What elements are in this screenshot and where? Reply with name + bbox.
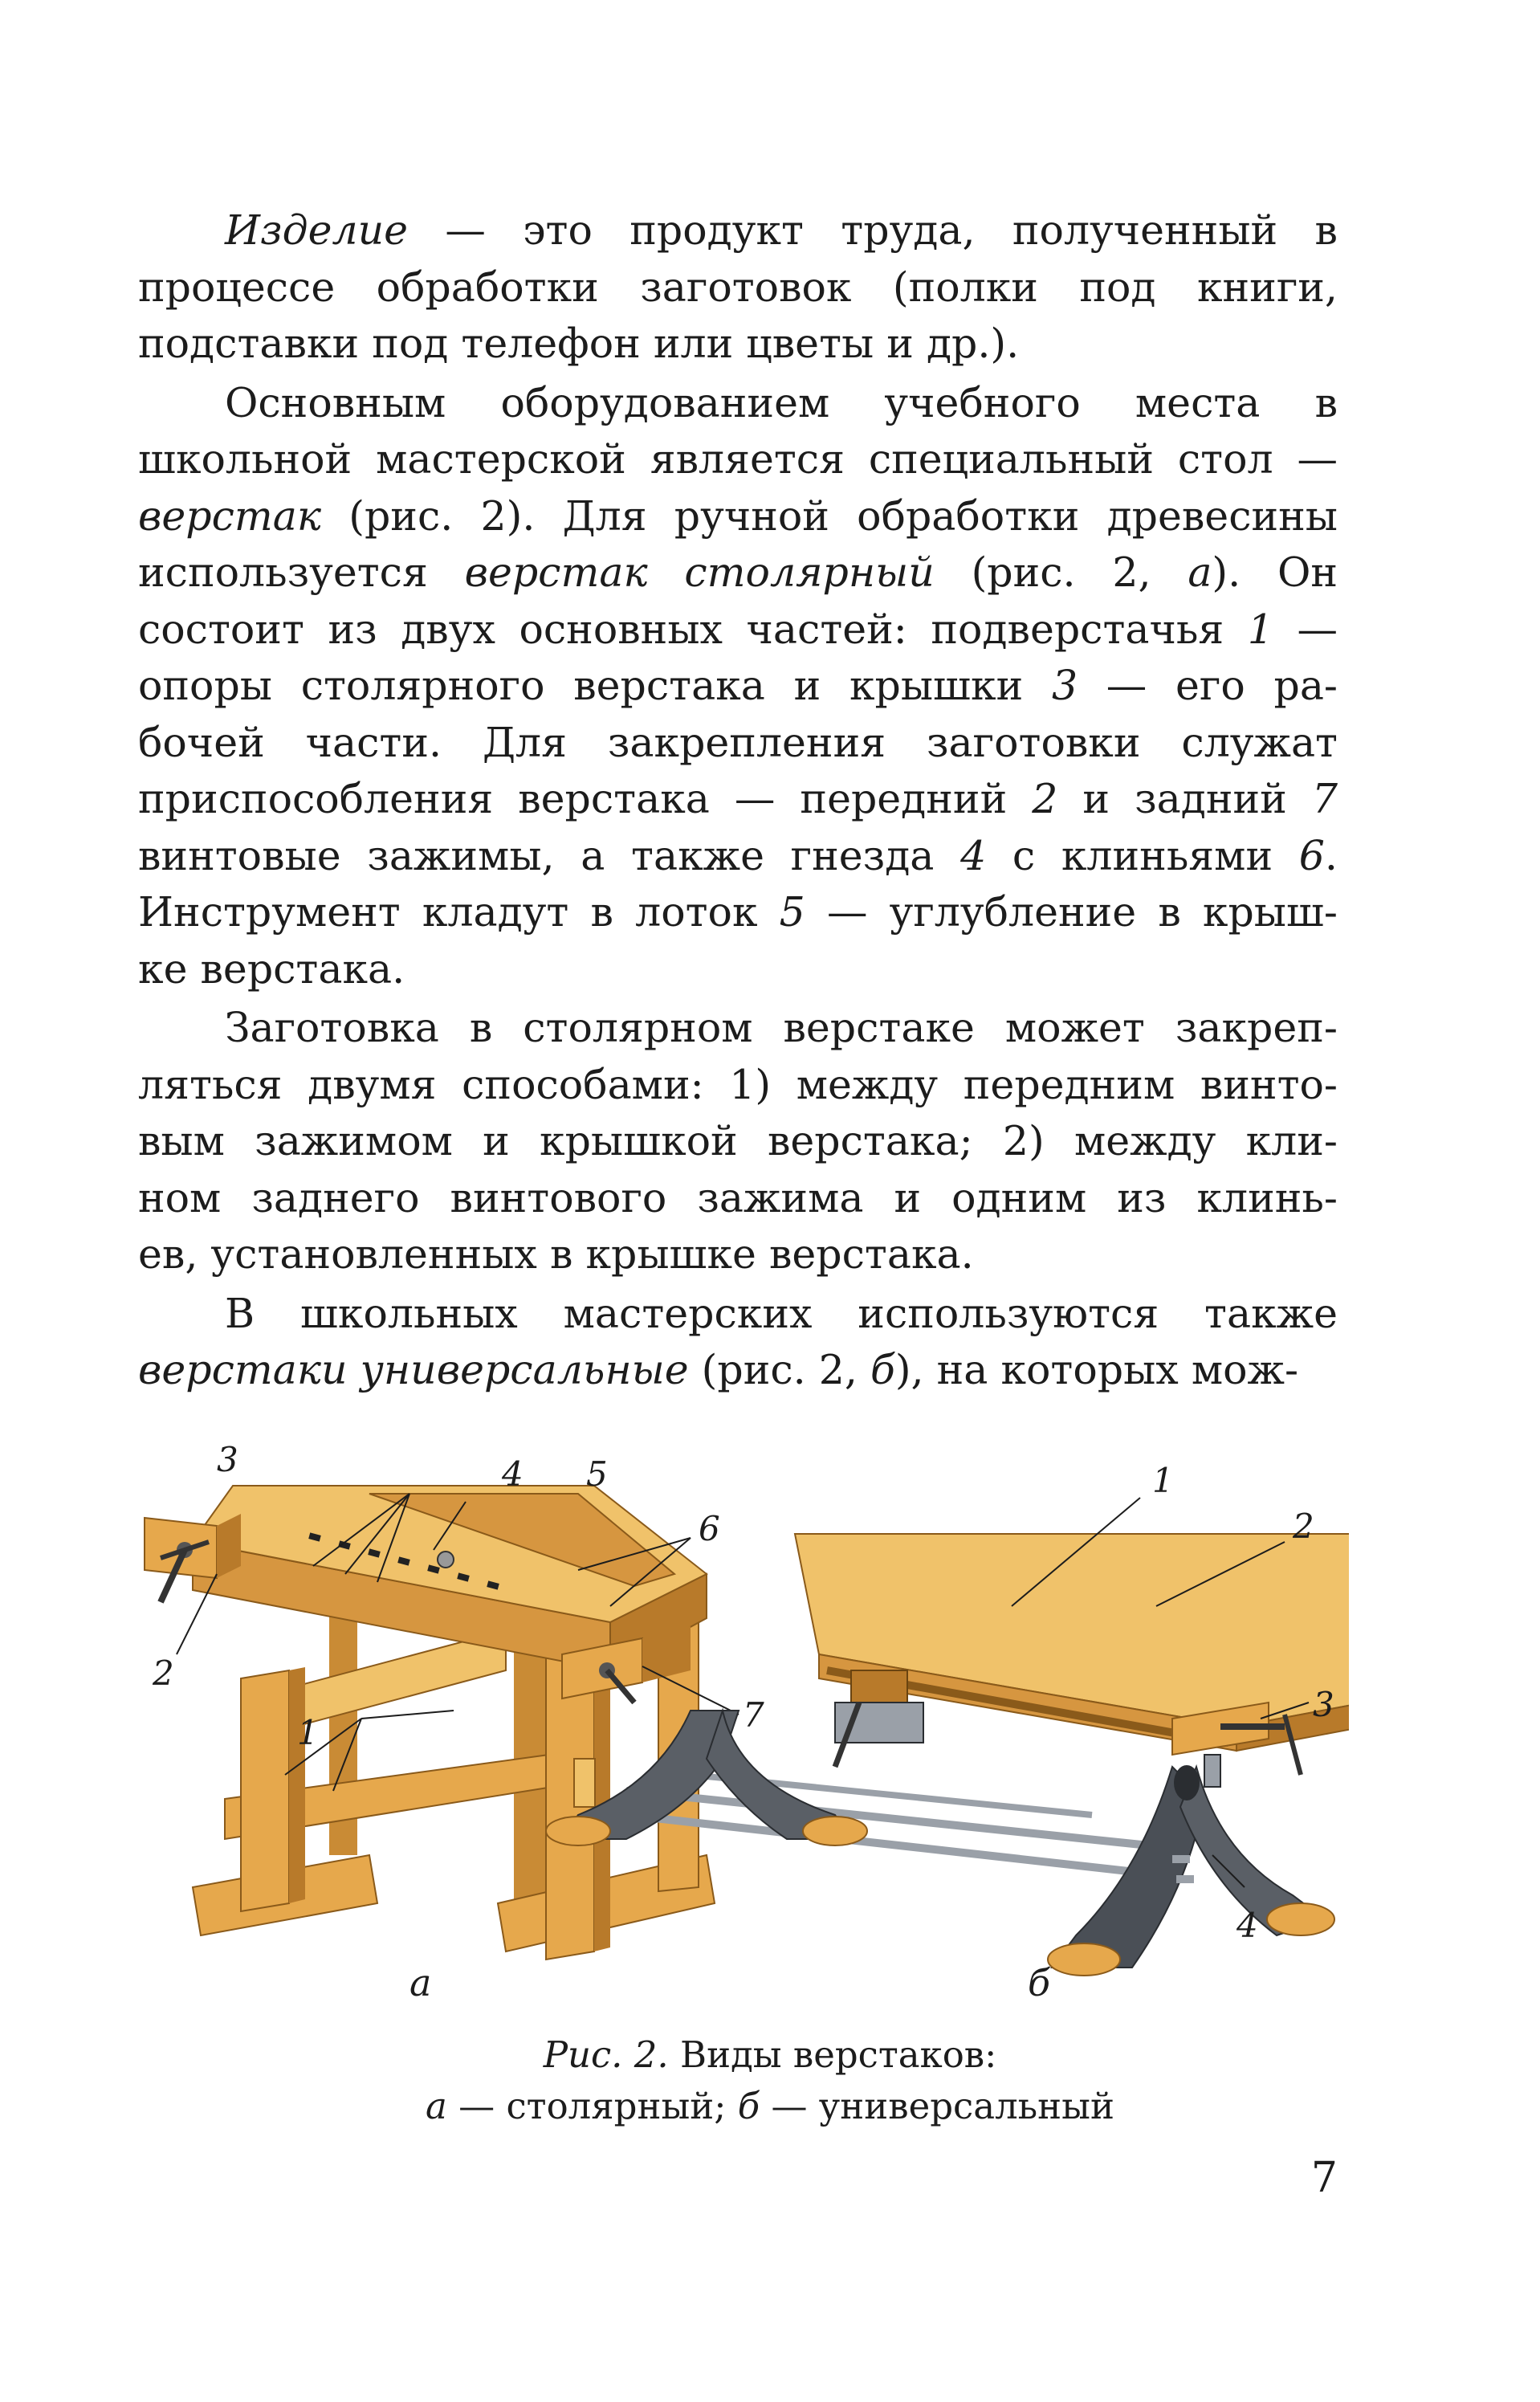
text-segment: (рис. 2,: [688, 1346, 870, 1393]
label-right-2: 2: [1293, 1507, 1314, 1546]
text-segment: Инструмент кладут в лоток: [138, 888, 780, 936]
label-right-4: 4: [1236, 1906, 1258, 1945]
text-segment: ). Он: [1212, 549, 1338, 596]
caption-text-b: — универсальный: [760, 2085, 1114, 2127]
text-segment: — это продукт труда, полученный в: [408, 206, 1338, 254]
paragraph: [138, 375, 1338, 998]
workbench-illustration: [128, 1438, 1349, 2016]
text-line: [138, 431, 1338, 488]
caption-label-a: а: [426, 2085, 447, 2127]
label-left-2: 2: [153, 1654, 174, 1693]
text-segment: (рис. 2,: [934, 549, 1188, 596]
italic-term: верстаки универсальные: [138, 1346, 689, 1393]
text-segment: приспособления верстака — передний: [138, 775, 1033, 822]
text-line: [138, 828, 1338, 885]
text-line: [138, 1342, 1338, 1399]
label-left-4: 4: [502, 1454, 524, 1494]
italic-term: 7: [1311, 775, 1338, 822]
text-segment: и задний: [1057, 775, 1312, 822]
subfigure-label-a: а: [409, 1961, 432, 2004]
subfigure-label-b: б: [1028, 1961, 1051, 2004]
text-segment: используется: [138, 549, 465, 596]
text-line: [138, 884, 1338, 941]
italic-term: а: [1188, 549, 1212, 596]
text-line: [138, 941, 1338, 998]
text-segment: — его ра-: [1078, 662, 1338, 709]
text-segment: Заготовка в столярном верстаке может закреп-: [225, 1004, 1338, 1051]
caption-figure-ref: Рис. 2.: [543, 2033, 669, 2076]
italic-term: 4: [960, 831, 987, 879]
italic-term: 5: [779, 888, 805, 936]
text-segment: винтовые зажимы, а также гнезда: [138, 831, 961, 879]
page-number: 7: [1310, 2154, 1338, 2202]
caption-text-a: — столярный;: [446, 2085, 738, 2127]
italic-term: верстак столярный: [464, 549, 935, 596]
text-segment: (рис. 2). Для ручной обработки древесины: [321, 491, 1338, 540]
text-segment: бочей части. Для закрепления заготовки служат: [138, 718, 1338, 766]
text-segment: вым зажимом и крышкой верстака; 2) между кли-: [138, 1117, 1338, 1164]
text-segment: В школьных мастерских используются также: [225, 1289, 1338, 1337]
label-left-7: 7: [743, 1695, 764, 1735]
text-segment: ке верстака.: [138, 944, 405, 993]
text-segment: ев, установленных в крышке верстака.: [138, 1230, 974, 1278]
text-line: [138, 202, 1338, 259]
figure-workbenches: [128, 1438, 1349, 2016]
italic-term: 1: [1247, 605, 1273, 653]
figure-caption-line1: [0, 2030, 1540, 2080]
text-line: [138, 658, 1338, 715]
caption-label-b: б: [737, 2085, 760, 2127]
text-line: [138, 602, 1338, 659]
label-left-6: 6: [699, 1509, 720, 1548]
text-segment: .: [1324, 831, 1338, 879]
label-left-3: 3: [217, 1440, 238, 1479]
caption-title: Виды верстаков:: [668, 2033, 997, 2076]
text-segment: с клиньями: [986, 831, 1299, 879]
italic-term: 2: [1032, 775, 1058, 822]
text-line: [138, 488, 1338, 545]
italic-term: верстак: [138, 491, 322, 540]
text-segment: состоит из двух основных частей: подверстачья: [138, 605, 1248, 653]
text-line: [138, 1170, 1338, 1227]
text-line: [138, 375, 1338, 432]
text-line: [138, 1057, 1338, 1114]
label-right-3: 3: [1313, 1685, 1334, 1724]
text-line: [138, 544, 1338, 602]
text-line: [138, 259, 1338, 316]
figure-caption-line2: [0, 2082, 1540, 2131]
text-segment: процессе обработки заготовок (полки под книги,: [138, 263, 1338, 311]
paragraph: [138, 1286, 1338, 1399]
text-line: [138, 715, 1338, 772]
label-left-1: 1: [297, 1713, 319, 1752]
text-segment: —: [1273, 605, 1338, 653]
text-line: [138, 1286, 1338, 1343]
paragraph: [138, 202, 1338, 373]
text-segment: опоры столярного верстака и крышки: [138, 662, 1052, 709]
joiner-workbench: [145, 1440, 764, 1960]
text-segment: ), на которых мож-: [894, 1346, 1299, 1393]
text-segment: подставки под телефон или цветы и др.).: [138, 320, 1020, 367]
text-segment: ляться двумя способами: 1) между передним винто-: [138, 1060, 1338, 1108]
label-left-5: 5: [586, 1454, 608, 1494]
italic-term: Изделие: [225, 206, 409, 254]
text-line: [138, 1226, 1338, 1283]
label-right-1: 1: [1152, 1461, 1174, 1500]
text-line: [138, 771, 1338, 828]
italic-term: б: [870, 1346, 895, 1393]
paragraph: [138, 1000, 1338, 1283]
text-line: [138, 1000, 1338, 1057]
text-line: [138, 316, 1338, 373]
italic-term: 6: [1298, 831, 1325, 879]
text-segment: Основным оборудованием учебного места в: [225, 378, 1338, 426]
text-segment: школьной мастерской является специальный стол —: [138, 435, 1338, 483]
text-segment: ном заднего винтового зажима и одним из клинь-: [138, 1173, 1338, 1221]
text-line: [138, 1113, 1338, 1170]
italic-term: 3: [1051, 662, 1078, 709]
body-text: [138, 202, 1338, 1401]
text-segment: — углубление в крыш-: [805, 888, 1338, 936]
